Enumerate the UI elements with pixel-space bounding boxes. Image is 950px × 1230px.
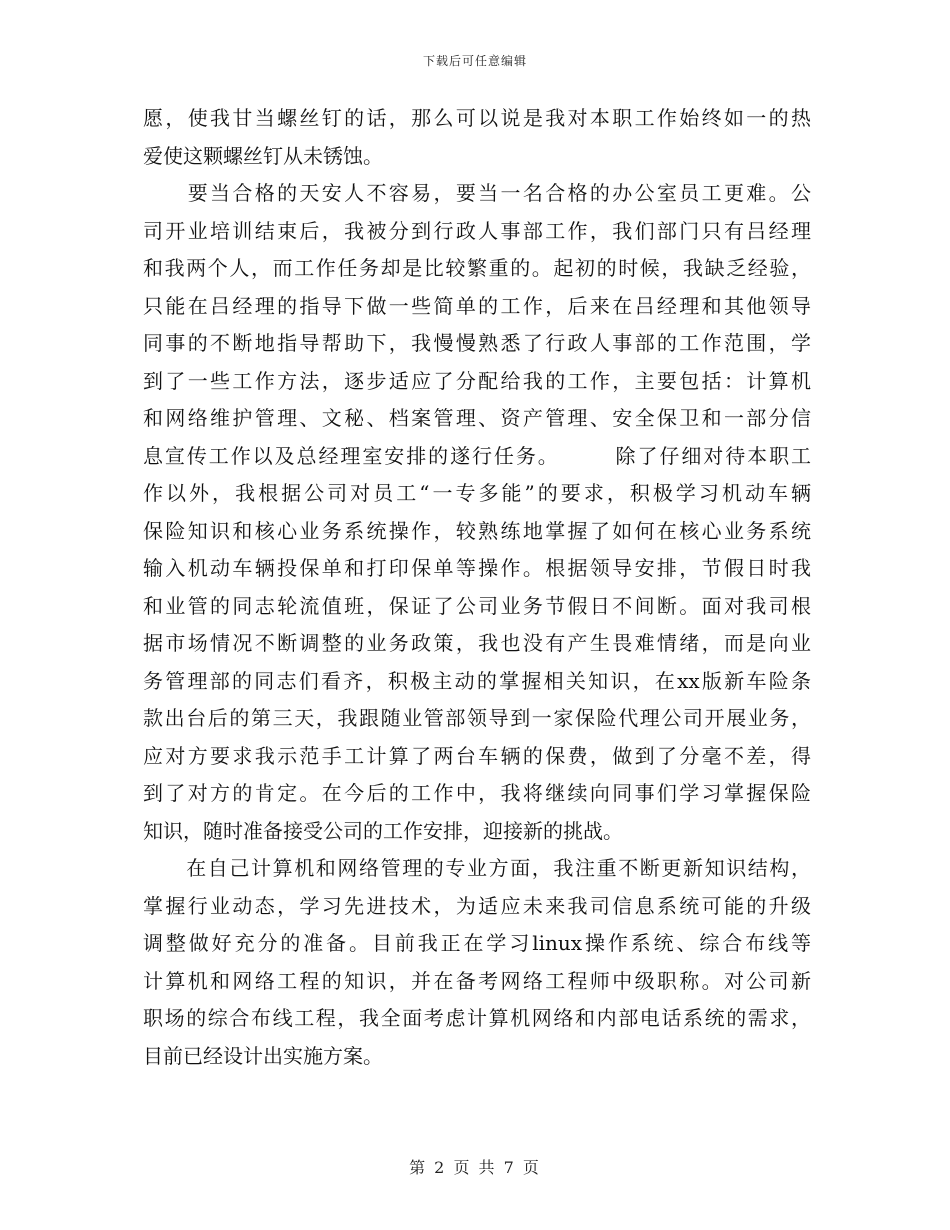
text-line: 保险知识和核心业务系统操作，较熟练地掌握了如何在核心业务系统 <box>143 518 811 543</box>
text-line: 知识，随时准备接受公司的工作安排，迎接新的挑战。 <box>143 818 623 843</box>
text-line: 愿，使我甘当螺丝钉的话，那么可以说是我对本职工作始终如一的热 <box>143 106 811 130</box>
text-line: 和网络维护管理、文秘、档案管理、资产管理、安全保卫和一部分信 <box>143 406 811 430</box>
text-line: 爱使这颗螺丝钉从未锈蚀。 <box>143 143 383 168</box>
text-line: 息宣传工作以及总经理室安排的遂行任务。 除了仔细对待本职工 <box>143 443 811 468</box>
text-line: 调整做好充分的准备。目前我正在学习linux操作系统、综合布线等 <box>143 931 811 955</box>
text-line: 在自己计算机和网络管理的专业方面，我注重不断更新知识结构， <box>143 856 811 880</box>
page-header: 下载后可任意编辑 <box>422 54 527 68</box>
text-line: 和我两个人，而工作任务却是比较繁重的。起初的时候，我缺乏经验， <box>143 256 811 280</box>
text-line: 司开业培训结束后，我被分到行政人事部工作，我们部门只有吕经理 <box>143 218 811 243</box>
text-line: 计算机和网络工程的知识，并在备考网络工程师中级职称。对公司新 <box>143 968 811 993</box>
text-line: 只能在吕经理的指导下做一些简单的工作，后来在吕经理和其他领导 <box>143 293 811 318</box>
text-line: 掌握行业动态，学习先进技术，为适应未来我司信息系统可能的升级 <box>143 893 811 918</box>
text-line: 到了对方的肯定。在今后的工作中，我将继续向同事们学习掌握保险 <box>143 781 811 805</box>
text-line: 和业管的同志轮流值班，保证了公司业务节假日不间断。面对我司根 <box>143 593 811 618</box>
text-line: 到了一些工作方法，逐步适应了分配给我的工作，主要包括：计算机 <box>143 368 811 393</box>
text-line: 目前已经设计出实施方案。 <box>143 1043 383 1068</box>
text-line: 同事的不断地指导帮助下，我慢慢熟悉了行政人事部的工作范围，学 <box>143 331 811 355</box>
text-line: 输入机动车辆投保单和打印保单等操作。根据领导安排，节假日时我 <box>143 556 811 580</box>
text-line: 款出台后的第三天，我跟随业管部领导到一家保险代理公司开展业务， <box>143 706 811 730</box>
text-line: 要当合格的天安人不容易，要当一名合格的办公室员工更难。公 <box>143 181 811 205</box>
text-line: 作以外，我根据公司对员工“一专多能”的要求，积极学习机动车辆 <box>143 481 811 505</box>
page-number-footer: 第 2 页 共 7 页 <box>409 1158 541 1177</box>
text-line: 应对方要求我示范手工计算了两台车辆的保费，做到了分毫不差，得 <box>143 743 811 768</box>
body-text <box>143 100 811 1075</box>
text-line: 职场的综合布线工程，我全面考虑计算机网络和内部电话系统的需求， <box>143 1006 811 1030</box>
text-line: 据市场情况不断调整的业务政策，我也没有产生畏难情绪，而是向业 <box>143 631 811 655</box>
text-line: 务管理部的同志们看齐，积极主动的掌握相关知识，在xx版新车险条 <box>143 668 811 693</box>
